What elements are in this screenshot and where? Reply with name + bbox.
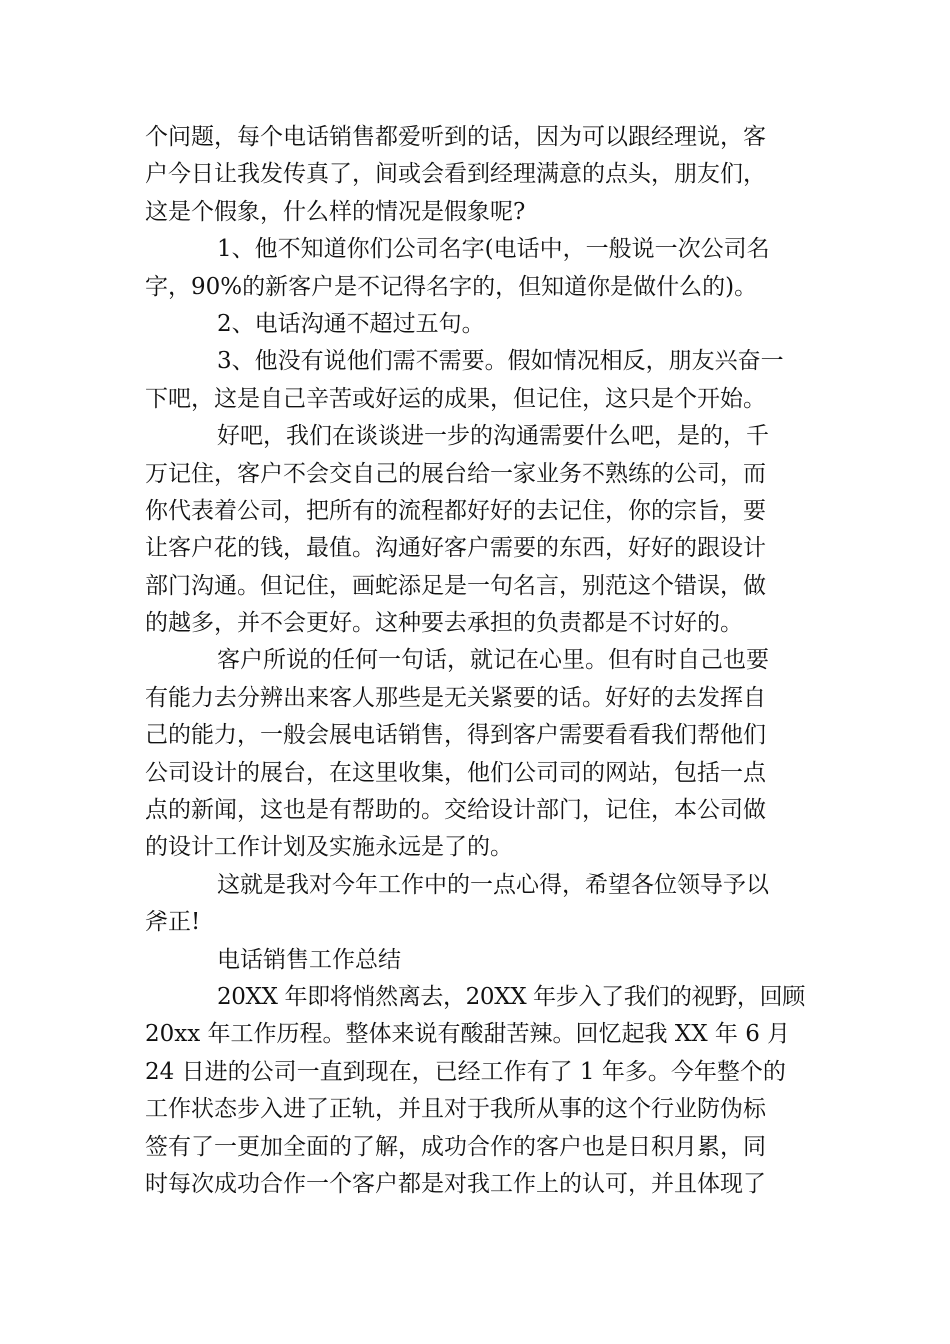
text-line: 的越多，并不会更好。这种要去承担的负责都是不讨好的。 <box>145 610 743 637</box>
text-line: 的设计工作计划及实施永远是了的。 <box>145 834 513 861</box>
text-line: 24 日进的公司一直到现在，已经工作有了 1 年多。今年整个的 <box>145 1058 786 1085</box>
text-line: 部门沟通。但记住，画蛇添足是一句名言，别范这个错误，做 <box>145 572 766 599</box>
text-line: 个问题，每个电话销售都爱听到的话，因为可以跟经理说，客 <box>145 124 766 150</box>
text-line: 工作状态步入进了正轨，并且对于我所从事的这个行业防伪标 <box>145 1096 766 1123</box>
text-line: 字，90%的新客户是不记得名字的，但知道你是做什么的)。 <box>145 273 758 300</box>
text-line: 签有了一更加全面的了解，成功合作的客户也是日积月累，同 <box>145 1133 766 1160</box>
list-item-2-line: 2、电话沟通不超过五句。 <box>217 310 485 337</box>
text-line: 公司设计的展台，在这里收集，他们公司司的网站，包括一点 <box>145 759 766 786</box>
text-line: 时每次成功合作一个客户都是对我工作上的认可，并且体现了 <box>145 1170 766 1197</box>
paragraph-start-line: 客户所说的任何一句话，就记在心里。但有时自己也要 <box>217 647 769 674</box>
text-line: 有能力去分辨出来客人那些是无关紧要的话。好好的去发挥自 <box>145 684 766 711</box>
text-line: 万记住，客户不会交自己的展台给一家业务不熟练的公司，而 <box>145 460 766 487</box>
paragraph-start-line: 好吧，我们在谈谈进一步的沟通需要什么吧，是的，千 <box>217 423 769 450</box>
text-line: 让客户花的钱，最值。沟通好客户需要的东西，好好的跟设计 <box>145 535 766 562</box>
text-line: 户今日让我发传真了，间或会看到经理满意的点头，朋友们， <box>145 161 766 188</box>
paragraph-start-line: 这就是我对今年工作中的一点心得，希望各位领导予以 <box>217 871 769 898</box>
list-item-1-line: 1、他不知道你们公司名字(电话中，一般说一次公司名 <box>217 236 770 263</box>
text-line: 斧正! <box>145 909 201 936</box>
text-line: 你代表着公司，把所有的流程都好好的去记住，你的宗旨，要 <box>145 497 766 524</box>
section-title: 电话销售工作总结 <box>217 946 401 973</box>
text-line: 下吧，这是自己辛苦或好运的成果，但记住，这只是个开始。 <box>145 385 766 412</box>
text-line: 己的能力，一般会展电话销售，得到客户需要看看我们帮他们 <box>145 722 766 749</box>
text-line: 20xx 年工作历程。整体来说有酸甜苦辣。回忆起我 XX 年 6 月 <box>145 1021 791 1048</box>
list-item-3-line: 3、他没有说他们需不需要。假如情况相反，朋友兴奋一 <box>217 348 784 375</box>
text-line: 这是个假象，什么样的情况是假象呢? <box>145 198 526 225</box>
text-line: 点的新闻，这也是有帮助的。交给设计部门，记住，本公司做 <box>145 797 766 824</box>
body-text <box>145 119 805 1203</box>
paragraph-start-line: 20XX 年即将悄然离去，20XX 年步入了我们的视野，回顾 <box>217 983 805 1010</box>
